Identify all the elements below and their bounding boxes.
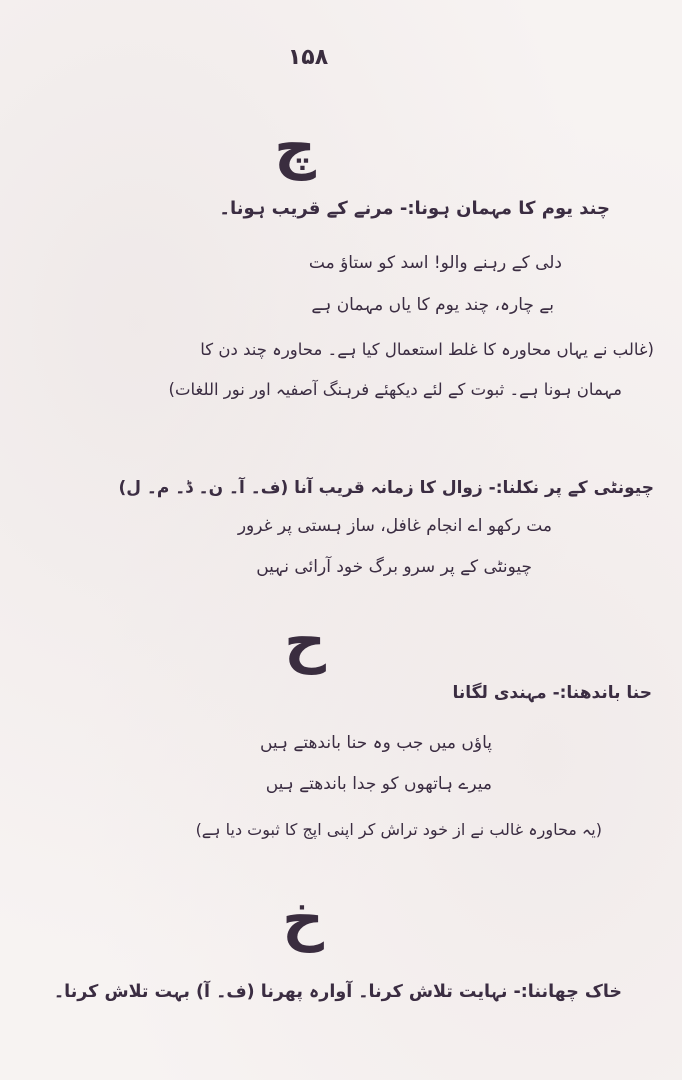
section-heading-che: چ <box>274 113 316 181</box>
entry-headword: خاک چھاننا:- نہایت تلاش کرنا۔ آوارہ پھرنا (ف۔ آ) بہت تلاش کرنا۔ <box>53 982 622 1002</box>
verse-line: میرے ہاتھوں کو جدا باندھتے ہیں <box>265 774 492 794</box>
verse-line: پاؤں میں جب وہ حنا باندھتے ہیں <box>259 733 492 753</box>
verse-line: بے چارہ، چند یوم کا یاں مہمان ہے <box>311 295 554 315</box>
section-heading-khay: خ <box>282 885 324 953</box>
entry-headword: چند یوم کا مہمان ہونا:- مرنے کے قریب ہونا۔ <box>219 198 610 219</box>
page-number: ۱۵۸ <box>287 45 329 70</box>
entry-headword: حنا باندھنا:- مہندی لگانا <box>452 683 652 703</box>
verse-line: دلی کے رہنے والو! اسد کو ستاؤ مت <box>308 253 562 273</box>
note-line: مہمان ہونا ہے۔ ثبوت کے لئے دیکھئے فرہنگ آصفیہ اور نور اللغات) <box>168 380 622 399</box>
verse-line: چیونٹی کے پر سرو برگ خود آرائی نہیں <box>256 557 532 577</box>
section-heading-hay: ح <box>284 607 326 675</box>
note-line: (غالب نے یہاں محاورہ کا غلط استعمال کیا ہے۔ محاورہ چند دن کا <box>200 340 654 359</box>
note-line: (یہ محاورہ غالب نے از خود تراش کر اپنی اپج کا ثبوت دیا ہے) <box>195 820 602 839</box>
verse-line: مت رکھو اے انجام غافل، ساز ہستی پر غرور <box>237 516 552 536</box>
entry-headword: چیونٹی کے پر نکلنا:- زوال کا زمانہ قریب آنا (ف۔ آ۔ ن۔ ڈ۔ م۔ ل) <box>118 478 654 498</box>
